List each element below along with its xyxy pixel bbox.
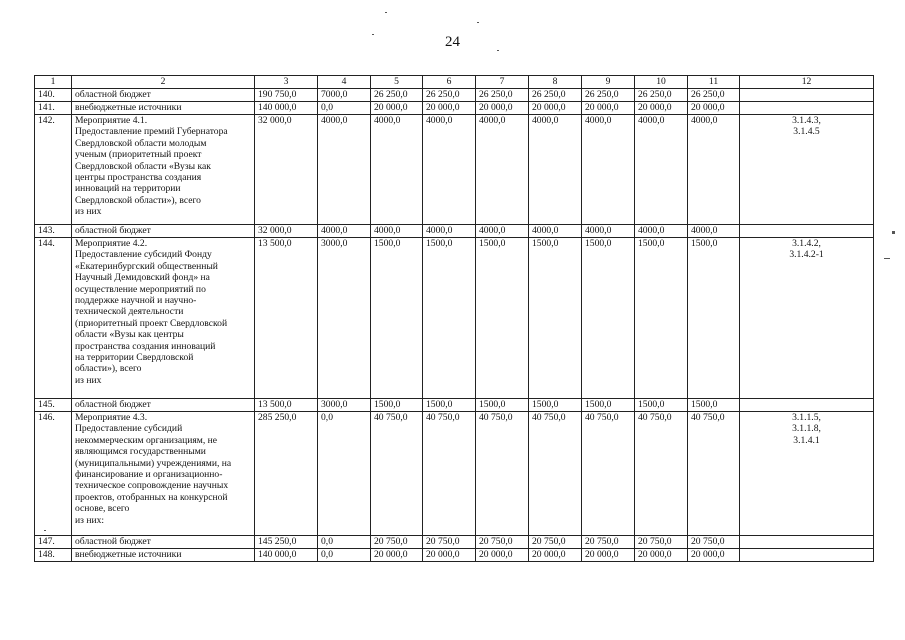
amount-cell: 140 000,0 xyxy=(255,102,318,115)
amount-cell: 32 000,0 xyxy=(255,115,318,225)
target-codes xyxy=(740,89,874,102)
target-codes xyxy=(740,536,874,549)
amount-cell: 1500,0 xyxy=(582,399,635,412)
target-codes: 3.1.4.3, 3.1.4.5 xyxy=(740,115,874,225)
amount-cell: 20 000,0 xyxy=(688,102,740,115)
amount-cell: 20 000,0 xyxy=(476,102,529,115)
amount-cell: 40 750,0 xyxy=(476,412,529,536)
amount-cell: 4000,0 xyxy=(688,115,740,225)
table-row xyxy=(35,412,874,536)
amount-cell: 20 750,0 xyxy=(529,536,582,549)
amount-cell: 20 000,0 xyxy=(582,549,635,562)
amount-cell: 4000,0 xyxy=(423,115,476,225)
table-row xyxy=(35,102,874,115)
column-header-9: 9 xyxy=(582,76,635,89)
column-header-1: 1 xyxy=(35,76,72,89)
column-header-4: 4 xyxy=(318,76,371,89)
row-description: Мероприятие 4.2. Предоставление субсидий Фонду «Екатеринбургский общественный Научный Демидовский фонд» на осуществление мероприятий по поддержке научной и научно- технической деятельности (приоритетный проект Свердловской области «Вузы как центры пространства создания инноваций на территории Свердловской области»), всего из них xyxy=(72,238,255,399)
amount-cell: 140 000,0 xyxy=(255,549,318,562)
amount-cell: 4000,0 xyxy=(529,225,582,238)
amount-cell: 20 000,0 xyxy=(688,549,740,562)
table-row xyxy=(35,238,874,399)
budget-table xyxy=(34,75,874,562)
column-header-7: 7 xyxy=(476,76,529,89)
amount-cell: 40 750,0 xyxy=(529,412,582,536)
row-number: 141. xyxy=(35,102,72,115)
amount-cell: 4000,0 xyxy=(318,225,371,238)
amount-cell: 3000,0 xyxy=(318,238,371,399)
amount-cell: 1500,0 xyxy=(582,238,635,399)
amount-cell: 1500,0 xyxy=(529,238,582,399)
amount-cell: 40 750,0 xyxy=(371,412,423,536)
amount-cell: 13 500,0 xyxy=(255,399,318,412)
amount-cell: 40 750,0 xyxy=(635,412,688,536)
row-description: Мероприятие 4.1. Предоставление премий Губернатора Свердловской области молодым ученым (приоритетный проект Свердловской области «Вузы как центры пространства создания инноваций на территории Свердловской области»), всего из них xyxy=(72,115,255,225)
table-row xyxy=(35,399,874,412)
amount-cell: 4000,0 xyxy=(476,115,529,225)
row-number: 142. xyxy=(35,115,72,225)
amount-cell: 20 000,0 xyxy=(582,102,635,115)
column-header-8: 8 xyxy=(529,76,582,89)
column-header-12: 12 xyxy=(740,76,874,89)
target-codes xyxy=(740,549,874,562)
amount-cell: 145 250,0 xyxy=(255,536,318,549)
amount-cell: 4000,0 xyxy=(582,225,635,238)
scan-speck xyxy=(372,34,374,35)
amount-cell: 20 000,0 xyxy=(371,102,423,115)
scan-speck xyxy=(385,12,387,13)
amount-cell: 4000,0 xyxy=(582,115,635,225)
amount-cell: 26 250,0 xyxy=(529,89,582,102)
amount-cell: 20 000,0 xyxy=(423,102,476,115)
amount-cell: 4000,0 xyxy=(371,225,423,238)
amount-cell: 1500,0 xyxy=(635,238,688,399)
amount-cell: 20 000,0 xyxy=(371,549,423,562)
amount-cell: 20 750,0 xyxy=(582,536,635,549)
table-body xyxy=(35,89,874,562)
page-number: 24 xyxy=(445,34,460,50)
amount-cell: 0,0 xyxy=(318,102,371,115)
amount-cell: 20 750,0 xyxy=(476,536,529,549)
scan-speck xyxy=(892,231,895,234)
amount-cell: 3000,0 xyxy=(318,399,371,412)
row-number: 140. xyxy=(35,89,72,102)
amount-cell: 40 750,0 xyxy=(688,412,740,536)
amount-cell: 20 000,0 xyxy=(423,549,476,562)
column-header-2: 2 xyxy=(72,76,255,89)
row-number: 145. xyxy=(35,399,72,412)
column-header-11: 11 xyxy=(688,76,740,89)
amount-cell: 26 250,0 xyxy=(476,89,529,102)
amount-cell: 0,0 xyxy=(318,412,371,536)
scan-speck xyxy=(477,22,479,23)
row-number: 144. xyxy=(35,238,72,399)
amount-cell: 1500,0 xyxy=(371,238,423,399)
amount-cell: 1500,0 xyxy=(688,399,740,412)
column-header-6: 6 xyxy=(423,76,476,89)
amount-cell: 1500,0 xyxy=(423,238,476,399)
amount-cell: 285 250,0 xyxy=(255,412,318,536)
row-number: 143. xyxy=(35,225,72,238)
amount-cell: 20 750,0 xyxy=(635,536,688,549)
target-codes: 3.1.4.2, 3.1.4.2-1 xyxy=(740,238,874,399)
amount-cell: 7000,0 xyxy=(318,89,371,102)
amount-cell: 1500,0 xyxy=(529,399,582,412)
amount-cell: 4000,0 xyxy=(688,225,740,238)
amount-cell: 26 250,0 xyxy=(371,89,423,102)
amount-cell: 1500,0 xyxy=(688,238,740,399)
column-header-3: 3 xyxy=(255,76,318,89)
amount-cell: 20 000,0 xyxy=(476,549,529,562)
row-description: внебюджетные источники xyxy=(72,549,255,562)
amount-cell: 20 750,0 xyxy=(371,536,423,549)
amount-cell: 4000,0 xyxy=(635,225,688,238)
row-description: Мероприятие 4.3. Предоставление субсидий некоммерческим организациям, не являющимся государственными (муниципальными) учреждениями, на финансирование и организационно- техническое сопровождение научных проектов, отобранных на конкурсной основе, всего из них: xyxy=(72,412,255,536)
amount-cell: 20 750,0 xyxy=(688,536,740,549)
header-row xyxy=(35,76,874,89)
row-number: 148. xyxy=(35,549,72,562)
amount-cell: 20 000,0 xyxy=(635,549,688,562)
row-description: внебюджетные источники xyxy=(72,102,255,115)
amount-cell: 26 250,0 xyxy=(688,89,740,102)
amount-cell: 20 000,0 xyxy=(529,549,582,562)
amount-cell: 26 250,0 xyxy=(582,89,635,102)
table-row xyxy=(35,225,874,238)
amount-cell: 4000,0 xyxy=(423,225,476,238)
amount-cell: 26 250,0 xyxy=(423,89,476,102)
column-header-5: 5 xyxy=(371,76,423,89)
amount-cell: 1500,0 xyxy=(423,399,476,412)
row-description: областной бюджет xyxy=(72,399,255,412)
amount-cell: 1500,0 xyxy=(476,238,529,399)
amount-cell: 40 750,0 xyxy=(582,412,635,536)
row-number: 147. xyxy=(35,536,72,549)
table-row xyxy=(35,536,874,549)
amount-cell: 0,0 xyxy=(318,536,371,549)
target-codes xyxy=(740,102,874,115)
amount-cell: 4000,0 xyxy=(635,115,688,225)
amount-cell: 20 000,0 xyxy=(635,102,688,115)
amount-cell: 20 000,0 xyxy=(529,102,582,115)
target-codes xyxy=(740,225,874,238)
amount-cell: 13 500,0 xyxy=(255,238,318,399)
row-description: областной бюджет xyxy=(72,225,255,238)
amount-cell: 190 750,0 xyxy=(255,89,318,102)
target-codes: 3.1.1.5, 3.1.1.8, 3.1.4.1 xyxy=(740,412,874,536)
table-row xyxy=(35,115,874,225)
amount-cell: 1500,0 xyxy=(635,399,688,412)
amount-cell: 4000,0 xyxy=(371,115,423,225)
row-number: 146. xyxy=(35,412,72,536)
amount-cell: 26 250,0 xyxy=(635,89,688,102)
amount-cell: 4000,0 xyxy=(476,225,529,238)
amount-cell: 32 000,0 xyxy=(255,225,318,238)
scan-speck xyxy=(497,50,499,51)
scan-speck xyxy=(44,530,46,531)
table-row xyxy=(35,549,874,562)
amount-cell: 0,0 xyxy=(318,549,371,562)
amount-cell: 4000,0 xyxy=(529,115,582,225)
amount-cell: 1500,0 xyxy=(476,399,529,412)
amount-cell: 4000,0 xyxy=(318,115,371,225)
amount-cell: 1500,0 xyxy=(371,399,423,412)
table-row xyxy=(35,89,874,102)
row-description: областной бюджет xyxy=(72,89,255,102)
target-codes xyxy=(740,399,874,412)
row-description: областной бюджет xyxy=(72,536,255,549)
amount-cell: 20 750,0 xyxy=(423,536,476,549)
scan-speck xyxy=(884,258,890,259)
column-header-10: 10 xyxy=(635,76,688,89)
amount-cell: 40 750,0 xyxy=(423,412,476,536)
